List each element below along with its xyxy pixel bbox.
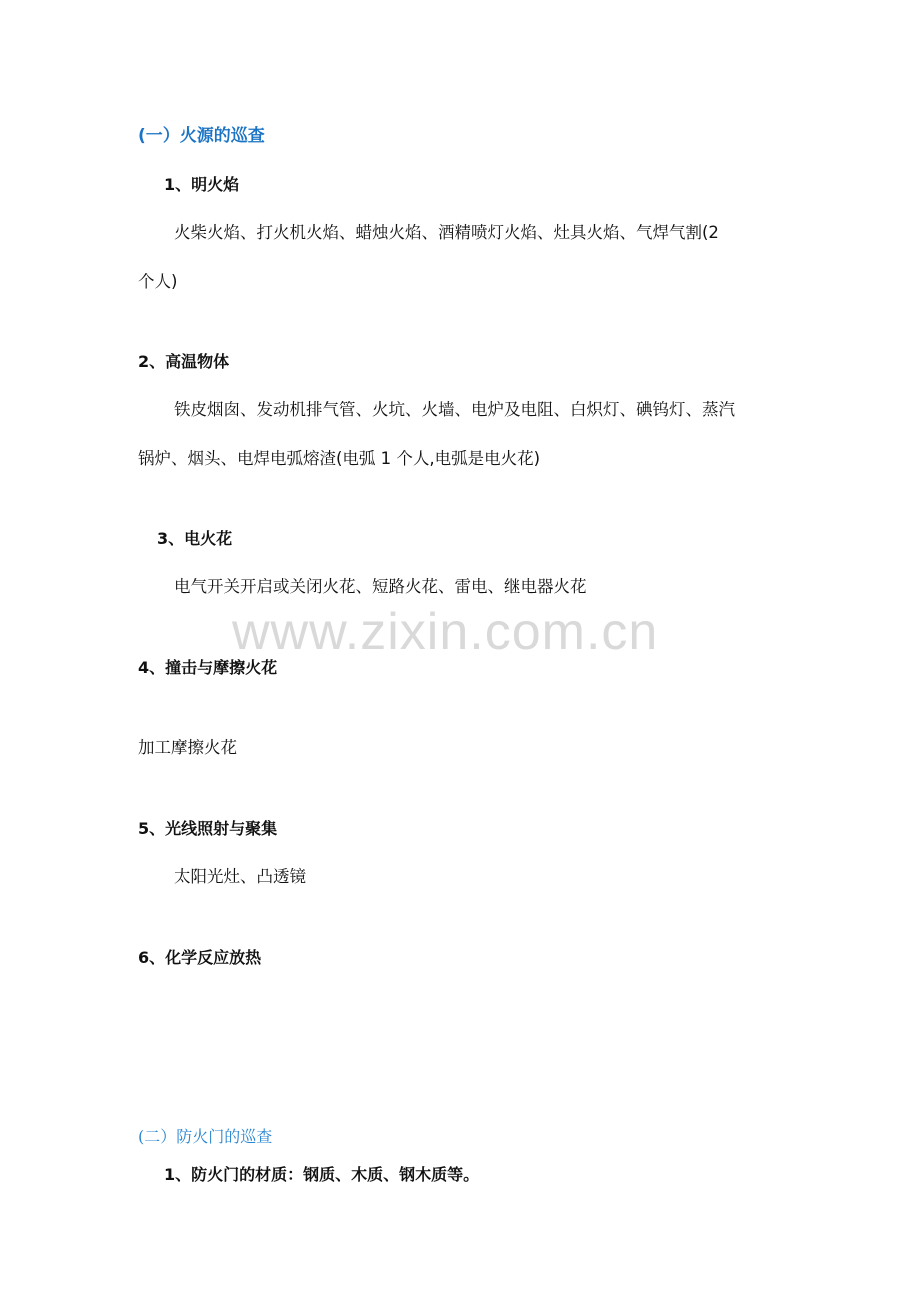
item-2-text-line-1: 铁皮烟囱、发动机排气管、火坑、火墙、电炉及电阻、白炽灯、碘钨灯、蒸汽: [174, 400, 735, 419]
item-4-heading: 4、撞击与摩擦火花: [138, 658, 278, 677]
item-1-text-line-2: 个人): [138, 272, 178, 291]
item-3-text: 电气开关开启或关闭火花、短路火花、雷电、继电器火花: [174, 577, 587, 596]
item-3-heading: 3、电火花: [157, 529, 233, 548]
section-2-item-1-heading: 1、防火门的材质：钢质、木质、钢木质等。: [164, 1165, 480, 1184]
item-5-heading: 5、光线照射与聚集: [138, 819, 278, 838]
watermark: www.zixin.com.cn: [232, 603, 659, 661]
section-2-title: (二）防火门的巡查: [138, 1127, 273, 1146]
section-1-title: (一）火源的巡查: [138, 126, 265, 146]
item-1-text-line-1: 火柴火焰、打火机火焰、蜡烛火焰、酒精喷灯火焰、灶具火焰、气焊气割(2: [174, 223, 719, 242]
item-4-text: 加工摩擦火花: [138, 738, 237, 757]
item-6-heading: 6、化学反应放热: [138, 948, 262, 967]
item-1-heading: 1、明火焰: [164, 175, 240, 194]
item-5-text: 太阳光灶、凸透镜: [174, 867, 306, 886]
item-2-heading: 2、高温物体: [138, 352, 230, 371]
item-2-text-line-2: 锅炉、烟头、电焊电弧熔渣(电弧 1 个人,电弧是电火花): [138, 449, 541, 468]
